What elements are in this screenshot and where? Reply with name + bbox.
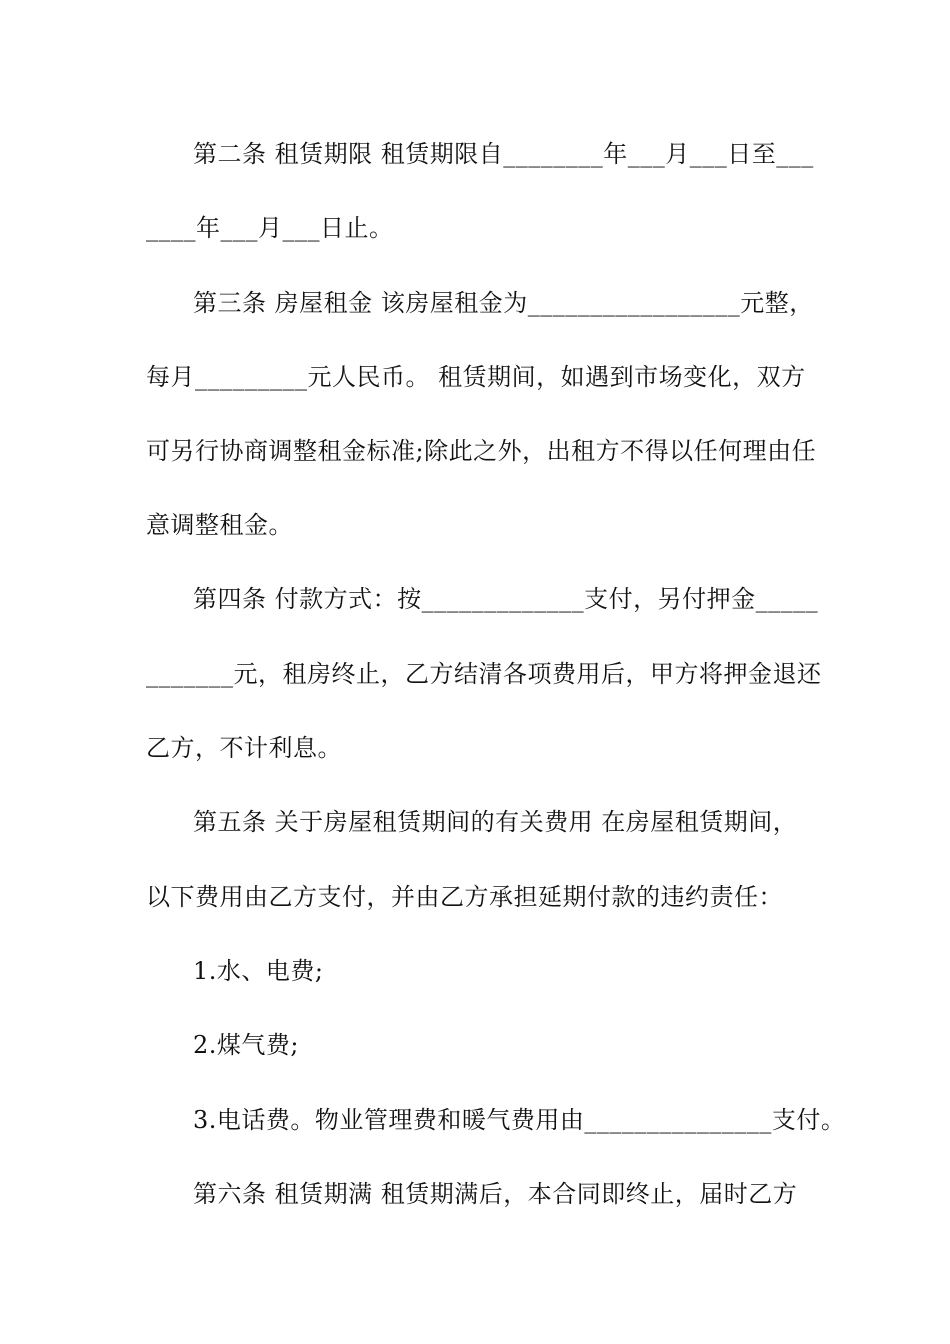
article-3-line-2: 每月_________元人民币。 租赁期间，如遇到市场变化，双方	[146, 363, 806, 391]
article-5-line-1: 第五条 关于房屋租赁期间的有关费用 在房屋租赁期间，	[193, 808, 798, 836]
fee-item-1: 1.水、电费;	[193, 957, 324, 985]
fee-item-3: 3.电话费。物业管理费和暖气费用由_______________支付。	[193, 1106, 846, 1134]
fee-item-2: 2.煤气费;	[193, 1031, 299, 1059]
article-3-line-4: 意调整租金。	[146, 511, 293, 539]
article-3-line-1: 第三条 房屋租金 该房屋租金为_________________元整，	[193, 289, 814, 317]
article-4-line-2: _______元，租房终止，乙方结清各项费用后，甲方将押金退还	[146, 660, 822, 688]
article-2-line-1: 第二条 租赁期限 租赁期限自________年___月___日至___	[193, 140, 814, 168]
article-2-line-2: ____年___月___日止。	[146, 214, 394, 242]
article-5-line-2: 以下费用由乙方支付，并由乙方承担延期付款的违约责任：	[146, 883, 783, 911]
article-4-line-3: 乙方，不计利息。	[146, 734, 342, 762]
article-6-line-1: 第六条 租赁期满 租赁期满后，本合同即终止，届时乙方	[193, 1180, 798, 1208]
article-3-line-3: 可另行协商调整租金标准;除此之外，出租方不得以任何理由任	[146, 437, 817, 465]
article-4-line-1: 第四条 付款方式：按_____________支付，另付押金_____	[193, 585, 819, 613]
